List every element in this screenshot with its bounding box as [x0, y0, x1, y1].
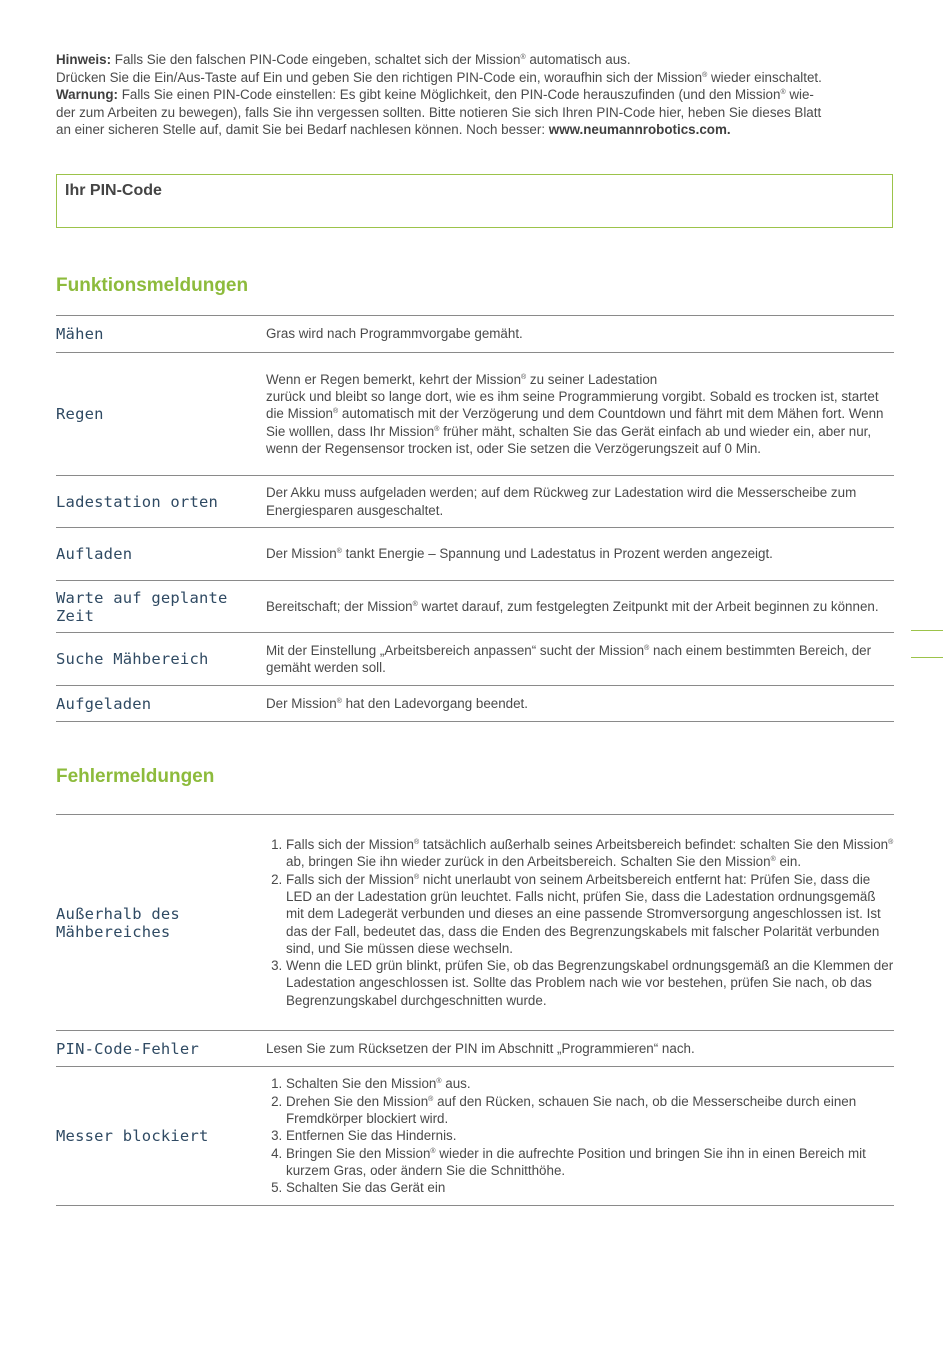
reg-mark: ®	[434, 425, 440, 433]
list-item: 5. Schalten Sie das Gerät ein	[286, 1179, 894, 1196]
table-row	[56, 353, 894, 476]
reg-mark: ®	[520, 54, 526, 61]
message-term: Warte auf geplante Zeit	[56, 588, 228, 625]
reg-mark: ®	[888, 839, 894, 847]
message-term: Suche Mähbereich	[56, 650, 209, 668]
text: Der Mission	[266, 546, 337, 562]
text: tankt Energie – Spannung und Ladestatus in Prozent werden angezeigt.	[341, 546, 773, 562]
text: Bringen Sie den Mission	[286, 1145, 431, 1161]
message-desc: Gras wird nach Programmvorgabe gemäht.	[266, 326, 523, 342]
table-row	[56, 528, 894, 581]
text: Bereitschaft; der Mission	[266, 598, 413, 614]
text: Der Mission	[266, 695, 337, 711]
text: Falls sich der Mission	[286, 837, 414, 853]
hinweis-line-2	[56, 69, 886, 87]
text: Falls Sie einen PIN-Code einstellen: Es gibt keine Möglichkeit, den PIN-Code herauszufinden (und den Mission	[117, 87, 781, 103]
text: auf den Rücken, schauen Sie nach, ob die Messerscheibe durch einen Fremdkörper blockiert wird.	[286, 1093, 857, 1127]
reg-mark: ®	[428, 1095, 434, 1103]
text: zu seiner Ladestation	[526, 371, 658, 387]
text: Schalten Sie den Mission	[286, 1076, 437, 1092]
text: Falls sich der Mission	[286, 871, 414, 887]
list-item	[286, 836, 894, 871]
reg-mark: ®	[702, 71, 708, 79]
reg-mark: ®	[336, 697, 342, 705]
text: tatsächlich außerhalb seines Arbeitsbereich befindet: schalten Sie den Mission	[419, 837, 889, 853]
text: Drücken Sie die Ein/Aus-Taste auf Ein und geben Sie den richtigen PIN-Code ein, woraufhin sich der Mission	[56, 69, 703, 85]
text: wie-	[785, 87, 814, 103]
text: Drehen Sie den Mission	[286, 1093, 429, 1109]
reg-mark: ®	[336, 548, 342, 556]
table-row	[56, 633, 894, 686]
message-desc	[266, 836, 894, 1009]
text: zurück und bleibt so lange dort, wie es ihm seine Programmierung vorgibt. Sobald es trocken ist, startet die Mission	[266, 389, 879, 422]
reg-mark: ®	[414, 873, 420, 881]
table-row	[56, 1031, 894, 1067]
table-row	[56, 1067, 894, 1206]
website-link[interactable]: www.neumannrobotics.com.	[548, 122, 731, 138]
reg-mark: ®	[780, 89, 786, 97]
text: hat den Ladevorgang beendet.	[341, 695, 529, 711]
message-term: Aufladen	[56, 545, 133, 563]
text: ab, bringen Sie ihn wieder zurück in den Arbeitsbereich. Schalten Sie den Mission	[286, 854, 771, 870]
text: an einer sicheren Stelle auf, damit Sie bei Bedarf nachlesen können. Noch besser:	[56, 122, 549, 138]
side-tab-mark	[911, 630, 943, 631]
text: Mit der Einstellung „Arbeitsbereich anpassen“ sucht der Mission	[266, 642, 645, 658]
text: nach einem bestimmten Bereich, der gemäht werden soll.	[266, 642, 872, 675]
text: Wenn er Regen bemerkt, kehrt der Mission	[266, 371, 522, 387]
list-item: 3. Entfernen Sie das Hindernis.	[286, 1127, 894, 1144]
text: wartet darauf, zum festgelegten Zeitpunkt mit der Arbeit beginnen zu können.	[417, 598, 879, 614]
warnung-label: Warnung:	[56, 87, 118, 103]
hinweis-label: Hinweis:	[56, 52, 112, 67]
section-title-errors: Fehlermeldungen	[56, 766, 215, 787]
table-row	[56, 581, 894, 633]
reg-mark: ®	[436, 1078, 442, 1086]
reg-mark: ®	[521, 373, 527, 381]
list-item	[286, 1093, 894, 1128]
warnung-line-2: der zum Arbeiten zu bewegen), falls Sie ihn vergessen sollten. Bitte notieren Sie sich Ihren PIN-Code hier, heben Sie dieses Blatt	[56, 104, 822, 120]
text: wieder einschaltet.	[707, 69, 822, 85]
reg-mark: ®	[430, 1147, 436, 1155]
message-term: Messer blockiert	[56, 1127, 209, 1145]
message-desc	[266, 598, 894, 615]
text: früher mäht, schalten Sie das Gerät einfach ab und wieder ein, aber nur, wenn der Regensensor trocken ist, oder Sie setzen die Verzögerungszeit auf 0 Min.	[266, 423, 872, 456]
warnung-line-3	[56, 121, 886, 139]
reg-mark: ®	[644, 644, 650, 652]
reg-mark: ®	[332, 408, 339, 416]
message-desc	[266, 642, 894, 677]
text: automatisch aus.	[525, 52, 631, 67]
intro-notice	[56, 51, 886, 139]
list-item	[286, 871, 894, 957]
text: Falls Sie den falschen PIN-Code eingeben, schaltet sich der Mission	[111, 52, 521, 67]
message-term: Außerhalb des Mähbereiches	[56, 904, 180, 941]
message-desc	[266, 371, 894, 457]
text: automatisch mit der Verzögerung und dem Countdown und fährt mit dem Mähen fort. Wenn Sie wolllen, dass Ihr Mission	[266, 406, 884, 439]
list-item	[286, 1145, 894, 1180]
text: ein.	[775, 854, 802, 870]
table-row	[56, 316, 894, 353]
text: wieder in die aufrechte Position und bringen Sie ihn in einen Bereich mit kurzem Gras, oder ändern Sie die Schnitthöhe.	[286, 1145, 866, 1178]
pin-code-label: Ihr PIN-Code	[65, 182, 162, 199]
message-desc	[266, 695, 894, 712]
message-term: Mähen	[56, 325, 104, 343]
reg-mark: ®	[770, 856, 776, 864]
list-item	[286, 1075, 894, 1092]
message-term: Ladestation orten	[56, 492, 219, 511]
text: nicht unerlaubt von seinem Arbeitsbereich entfernt hat: Prüfen Sie, dass die LED an der Ladestation grün leuchtet. Falls nicht, prüfen Sie, dass die Ladestation ordnungsgemäß mit dem Ladegerät verbunden und dieses an eine passende Stromversorgung angeschlossen ist. Ist das der Fall, bedeutet das, dass die Enden des Begrenzungskabels mit falscher Polarität verbunden sind, und Sie müssen diese wechseln.	[286, 871, 881, 956]
section-title-functions: Funktionsmeldungen	[56, 275, 249, 296]
message-term: Regen	[56, 405, 104, 423]
functions-table	[56, 315, 894, 722]
message-desc	[266, 545, 894, 562]
warnung-line-1	[56, 86, 886, 104]
reg-mark: ®	[412, 600, 418, 608]
hinweis-line-1	[56, 51, 886, 69]
pin-code-box[interactable]	[56, 174, 893, 228]
table-row	[56, 815, 894, 1031]
message-term: Aufgeladen	[56, 694, 152, 713]
table-row	[56, 686, 894, 722]
text: aus.	[441, 1076, 471, 1092]
side-tab-mark	[911, 657, 943, 658]
message-desc	[266, 1075, 894, 1196]
list-item: 3. Wenn die LED grün blinkt, prüfen Sie, ob das Begrenzungskabel ordnungsgemäß an die Klemmen der Ladestation angeschlossen ist. Sollte das Problem nach wie vor bestehen, prüfen Sie nach, ob das Begrenzungskabel durchgeschnitten wurde.	[286, 957, 894, 1009]
errors-table	[56, 814, 894, 1206]
table-row	[56, 476, 894, 528]
message-term: PIN-Code-Fehler	[56, 1039, 199, 1058]
message-desc: Lesen Sie zum Rücksetzen der PIN im Abschnitt „Programmieren“ nach.	[266, 1040, 695, 1056]
reg-mark: ®	[414, 839, 420, 847]
message-desc: Der Akku muss aufgeladen werden; auf dem Rückweg zur Ladestation wird die Messerscheibe zum Energiesparen ausgeschaltet.	[266, 485, 857, 518]
